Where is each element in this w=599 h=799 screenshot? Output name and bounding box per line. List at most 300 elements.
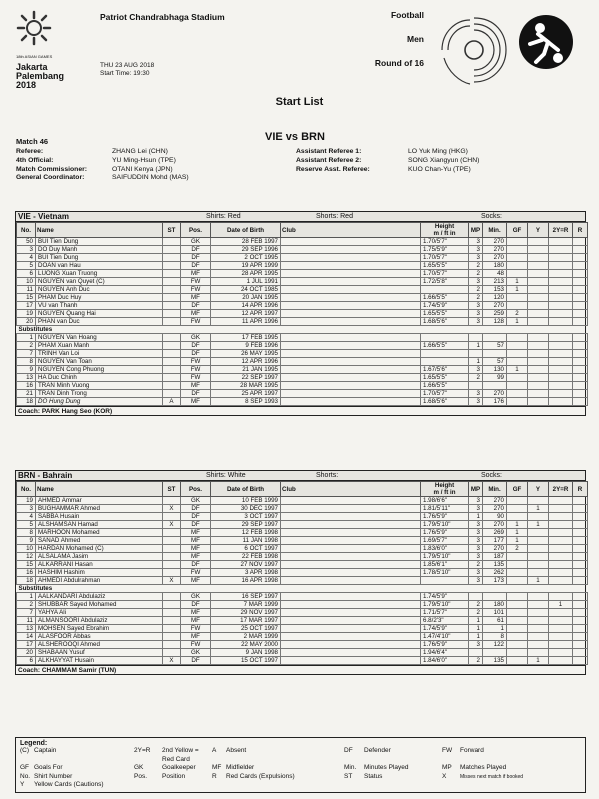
games-edition: 18th ASIAN GAMES [16,54,53,59]
cell-pos: DF [181,601,211,609]
cell-name: BUGHAMMAR Ahmed [36,505,163,513]
cell-gf [507,617,528,625]
cell-gf [507,633,528,641]
cell-y [528,374,549,382]
cell-gf [507,593,528,601]
cell-mp: 3 [469,641,483,649]
cell-gf [507,641,528,649]
cell-st [163,374,181,382]
cell-y [528,497,549,505]
table-row [17,342,588,350]
cell-no: 5 [17,521,36,529]
cell-y [528,625,549,633]
table-row [17,270,588,278]
cell-y: 1 [528,505,549,513]
cell-y [528,529,549,537]
table-row [17,617,588,625]
cell-r [573,513,588,521]
cell-dob: 11 JAN 1998 [211,537,281,545]
cell-2y [549,657,573,665]
cell-name: TRINH Van Loi [36,350,163,358]
col-gf: GF [507,223,528,238]
cell-pos: DF [181,657,211,665]
cell-pos: MF [181,609,211,617]
col-r: R [573,482,588,497]
cell-r [573,609,588,617]
cell-st [163,286,181,294]
cell-mp: 3 [469,505,483,513]
cell-2y [549,545,573,553]
cell-no: 18 [17,398,36,406]
legend-code: DF [344,747,353,754]
table-row [17,374,588,382]
col-mp: MP [469,223,483,238]
starters-body [17,238,588,326]
cell-r [573,577,588,585]
cell-height: 1.47/4'10" [421,633,469,641]
cell-no: 15 [17,561,36,569]
cell-y [528,254,549,262]
table-row [17,593,588,601]
legend-code: (C) [20,747,30,754]
table-row [17,497,588,505]
col-name: Name [36,482,163,497]
table-row [17,350,588,358]
cell-gf [507,577,528,585]
cell-y [528,278,549,286]
legend-code: ST [344,772,353,780]
legend-grid [20,747,581,790]
cell-min [483,649,507,657]
cell-pos: DF [181,521,211,529]
cell-y [528,553,549,561]
cell-min: 8 [483,633,507,641]
legend-meaning [162,781,212,790]
cell-y: 1 [528,657,549,665]
cell-min: 270 [483,390,507,398]
cell-y [528,334,549,342]
cell-club [281,318,421,326]
cell-y [528,262,549,270]
cell-no: 17 [17,641,36,649]
cell-pos: MF [181,537,211,545]
asian-games-logo-icon [14,8,54,48]
legend-code: Min. [344,764,357,771]
cell-st [163,254,181,262]
cell-pos: DF [181,342,211,350]
cell-mp: 3 [469,366,483,374]
cell-club [281,505,421,513]
cell-dob: 16 APR 1998 [211,577,281,585]
cell-2y [549,302,573,310]
cell-pos: GK [181,334,211,342]
cell-min: 48 [483,270,507,278]
roster-table [16,222,588,406]
cell-r [573,286,588,294]
cell-gf [507,561,528,569]
legend-code [134,781,162,790]
cell-pos: GK [181,649,211,657]
cell-height [421,286,469,294]
cell-st [163,561,181,569]
table-row [17,286,588,294]
cell-2y [549,390,573,398]
cell-min: 173 [483,577,507,585]
cell-y [528,350,549,358]
table-row [17,569,588,577]
cell-mp: 1 [469,358,483,366]
legend-code: GF [20,764,30,771]
cell-mp [469,350,483,358]
cell-no: 50 [17,238,36,246]
cell-y [528,601,549,609]
cell-r [573,649,588,657]
cell-2y [549,505,573,513]
cell-y [528,310,549,318]
cell-gf [507,246,528,254]
cell-no: 20 [17,649,36,657]
cell-min: 270 [483,505,507,513]
cell-height: 1.66/5'5" [421,342,469,350]
cell-min [483,593,507,601]
cell-r [573,302,588,310]
cell-no: 1 [17,593,36,601]
legend-title: Legend: [20,740,48,747]
cell-mp: 1 [469,633,483,641]
legend-code [344,781,364,790]
cell-name: AHMEDI Abdulrahman [36,577,163,585]
cell-dob: 6 OCT 1997 [211,545,281,553]
cell-pos: GK [181,497,211,505]
cell-mp: 3 [469,537,483,545]
cell-name: HARDAN Mohamed (C) [36,545,163,553]
official-label: Assistant Referee 1: [296,148,362,155]
cell-no: 16 [17,569,36,577]
cell-gf [507,569,528,577]
table-row [17,513,588,521]
cell-name: SHABAAN Yusuf [36,649,163,657]
cell-dob: 25 OCT 1997 [211,625,281,633]
col-r: R [573,223,588,238]
cell-club [281,374,421,382]
cell-no: 13 [17,374,36,382]
cell-height [421,358,469,366]
cell-y [528,398,549,406]
cell-height: 1.83/6'0" [421,545,469,553]
table-row [17,358,588,366]
cell-club [281,529,421,537]
height-label: Height [434,482,455,489]
cell-dob: 22 FEB 1998 [211,553,281,561]
cell-height: 1.85/6'1" [421,561,469,569]
cell-min: 176 [483,398,507,406]
cell-mp: 3 [469,553,483,561]
cell-st [163,641,181,649]
cell-club [281,561,421,569]
cell-mp: 3 [469,278,483,286]
table-row [17,601,588,609]
cell-gf [507,238,528,246]
cell-r [573,358,588,366]
col-no: No. [17,482,36,497]
cell-st [163,529,181,537]
cell-st [163,270,181,278]
cell-st [163,649,181,657]
team-header [16,471,585,481]
cell-min: 99 [483,374,507,382]
cell-name: DO Hung Dung [36,398,163,406]
cell-r [573,270,588,278]
cell-dob: 30 DEC 1997 [211,505,281,513]
cell-st [163,302,181,310]
cell-pos: DF [181,513,211,521]
cell-r [573,246,588,254]
cell-gf: 2 [507,310,528,318]
cell-st [163,366,181,374]
cell-dob: 26 MAY 1995 [211,350,281,358]
cell-dob: 8 SEP 1993 [211,398,281,406]
cell-gf [507,625,528,633]
cell-y [528,270,549,278]
cell-height: 6.8/2'3" [421,617,469,625]
official-label: Match Commissioner: [16,165,88,173]
cell-height: 1.76/5'9" [421,513,469,521]
legend-code [212,781,226,790]
cell-dob: 24 OCT 1985 [211,286,281,294]
cell-r [573,505,588,513]
col-2y: 2Y=R [549,223,573,238]
cell-no: 11 [17,286,36,294]
cell-dob: 9 JAN 1998 [211,649,281,657]
cell-dob: 29 NOV 1997 [211,609,281,617]
cell-min: 101 [483,609,507,617]
cell-2y [549,649,573,657]
cell-st [163,238,181,246]
cell-y [528,649,549,657]
team-table-vie [15,211,586,416]
table-row [17,649,588,657]
starters-body [17,497,588,585]
cell-st [163,625,181,633]
shorts-color: Shorts: Red [316,213,353,220]
cell-club [281,254,421,262]
cell-st [163,609,181,617]
cell-pos: DF [181,302,211,310]
cell-2y [549,310,573,318]
cell-pos: DF [181,350,211,358]
substitutes-label: Substitutes [17,326,588,334]
officials-left-values [112,148,189,183]
cell-dob: 28 APR 1995 [211,270,281,278]
cell-min [483,334,507,342]
cell-y [528,342,549,350]
cell-2y [549,382,573,390]
cell-r [573,561,588,569]
cell-gf: 2 [507,545,528,553]
cell-min: 177 [483,537,507,545]
cell-y [528,561,549,569]
cell-dob: 16 SEP 1997 [211,593,281,601]
official-label: Reserve Asst. Referee: [296,165,370,173]
cell-min: 270 [483,246,507,254]
official-label: Assistant Referee 2: [296,156,362,164]
cell-mp: 3 [469,254,483,262]
cell-dob: 28 MAR 1995 [211,382,281,390]
cell-no: 7 [17,609,36,617]
legend-meaning: Status [364,772,383,780]
cell-pos: FW [181,374,211,382]
cell-pos: GK [181,593,211,601]
cell-no: 6 [17,270,36,278]
cell-height: 1.79/5'10" [421,553,469,561]
cell-gf: 1 [507,521,528,529]
cell-2y [549,270,573,278]
cell-height: 1.70/5'7" [421,270,469,278]
cell-y [528,294,549,302]
cell-pos: MF [181,382,211,390]
games-name [16,52,64,90]
cell-min: 270 [483,238,507,246]
cell-st [163,545,181,553]
cell-height: 1.94/6'4" [421,649,469,657]
cell-2y [549,617,573,625]
gender: Men [407,34,424,44]
legend-code: Y [20,781,25,788]
cell-no: 13 [17,625,36,633]
cell-2y [549,366,573,374]
sport-name: Football [390,10,424,20]
cell-club [281,278,421,286]
cell-min [483,382,507,390]
cell-min: 120 [483,294,507,302]
table-row [17,537,588,545]
col-club: Club [281,223,421,238]
table-row [17,366,588,374]
cell-dob: 12 APR 1996 [211,358,281,366]
cell-y [528,382,549,390]
cell-y [528,617,549,625]
legend-code: No. [20,772,31,780]
cell-2y [549,278,573,286]
col-pos: Pos. [181,223,211,238]
cell-club [281,537,421,545]
cell-height: 1.76/5'9" [421,641,469,649]
legend-meaning: Goals For [34,764,63,771]
legend-meaning: Shirt Number [34,772,73,780]
cell-dob: 11 APR 1996 [211,318,281,326]
cell-club [281,657,421,665]
cell-2y [549,537,573,545]
legend-meaning: Absent [226,747,247,754]
table-row [17,641,588,649]
cell-club [281,497,421,505]
cell-height: 1.79/5'10" [421,521,469,529]
cell-club [281,513,421,521]
cell-min: 135 [483,657,507,665]
cell-r [573,342,588,350]
col-y: Y [528,223,549,238]
cell-dob: 3 OCT 1997 [211,513,281,521]
cell-dob: 17 FEB 1995 [211,334,281,342]
cell-2y [549,334,573,342]
cell-gf [507,497,528,505]
table-row [17,545,588,553]
cell-min: 269 [483,529,507,537]
cell-y [528,318,549,326]
cell-r [573,553,588,561]
cell-club [281,294,421,302]
cell-gf: 1 [507,529,528,537]
col-st: ST [163,223,181,238]
col-2y: 2Y=R [549,482,573,497]
table-row [17,246,588,254]
cell-2y [549,262,573,270]
cell-r [573,601,588,609]
cell-mp: 3 [469,521,483,529]
col-y: Y [528,482,549,497]
cell-club [281,302,421,310]
subs-header [17,326,588,334]
cell-2y [549,342,573,350]
cell-name: ALMANSOORI Abdulaziz [36,617,163,625]
legend-meaning: Matches Played [460,764,507,771]
cell-st: X [163,521,181,529]
cell-height: 1.66/5'5" [421,382,469,390]
cell-st [163,390,181,398]
table-row [17,609,588,617]
cell-club [281,617,421,625]
cell-min: 259 [483,310,507,318]
cell-height: 1.79/5'10" [421,601,469,609]
table-row [17,505,588,513]
cell-height: 1.66/5'5" [421,294,469,302]
cell-mp: 3 [469,390,483,398]
legend-code: GK [134,764,144,771]
team-name: BRN - Bahrain [18,471,73,480]
cell-2y [549,529,573,537]
cell-r [573,617,588,625]
cell-club [281,649,421,657]
cell-2y [549,497,573,505]
cell-r [573,278,588,286]
cell-dob: 29 SEP 1996 [211,246,281,254]
legend-code: MF [212,764,222,771]
cell-pos: MF [181,553,211,561]
cell-no: 19 [17,310,36,318]
officials-right [296,148,370,174]
cell-height: 1.70/5'7" [421,390,469,398]
cell-min: 57 [483,342,507,350]
subs-body [17,593,588,665]
cell-gf [507,350,528,358]
cell-mp: 2 [469,262,483,270]
cell-y [528,302,549,310]
cell-name: NGUYEN Quang Hai [36,310,163,318]
cell-mp: 3 [469,529,483,537]
games-line3: 2018 [16,80,37,90]
cell-dob: 21 JAN 1995 [211,366,281,374]
cell-club [281,342,421,350]
cell-mp: 3 [469,238,483,246]
cell-2y [549,294,573,302]
cell-name: DOAN van Hau [36,262,163,270]
cell-no: 2 [17,601,36,609]
cell-club [281,633,421,641]
cell-min: 270 [483,254,507,262]
cell-2y [549,593,573,601]
cell-height: 1.71/5'7" [421,609,469,617]
cell-club [281,238,421,246]
